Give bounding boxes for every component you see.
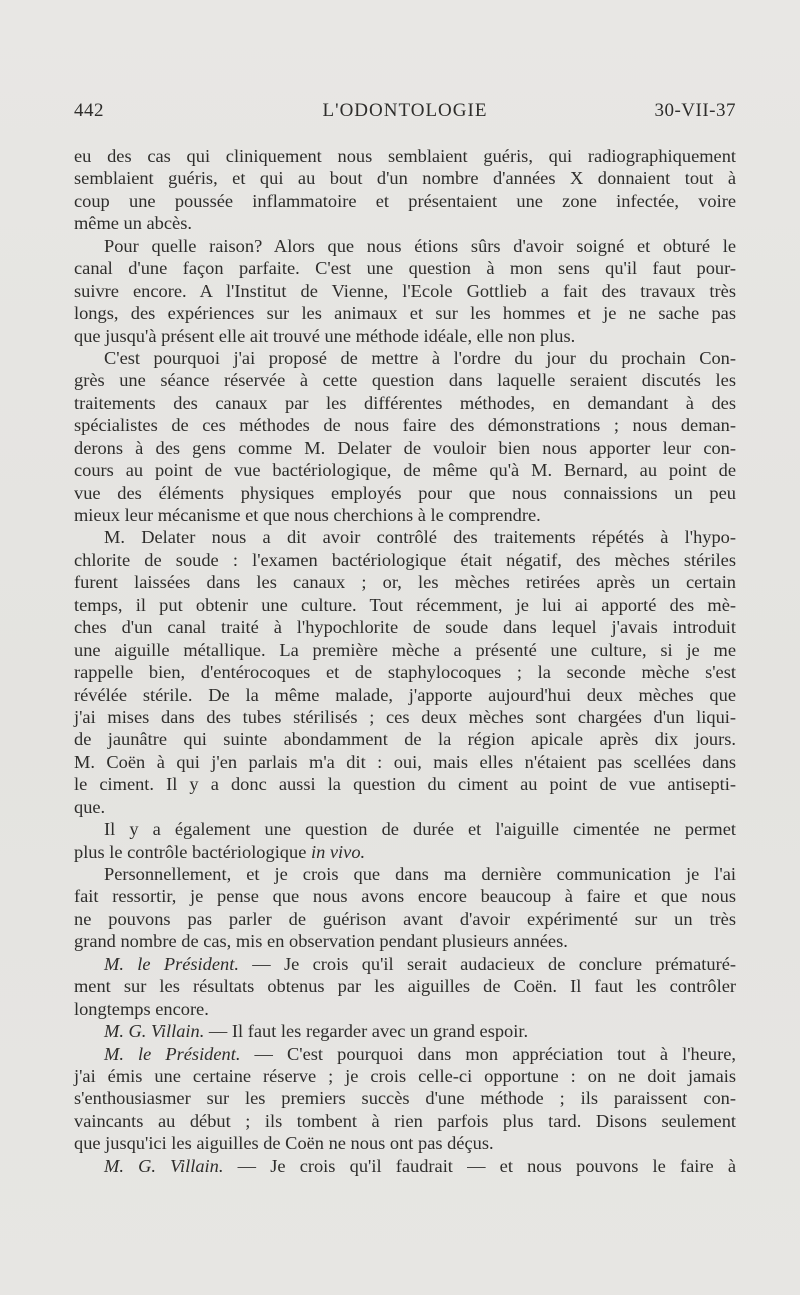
text-line: C'est pourquoi j'ai proposé de mettre à l'ordre du jour du prochain Con- [104, 347, 736, 368]
text-line: le ciment. Il y a donc aussi la question du ciment au point de vue antisepti- [74, 774, 736, 795]
text-line: M. Coën à qui j'en parlais m'a dit : oui, mais elles n'étaient pas scellées dans [74, 751, 736, 772]
text-line: spécialistes de ces méthodes de nous faire des démonstrations ; nous deman- [74, 415, 736, 436]
text-line: coup une poussée inflammatoire et présentaient une zone infectée, voire [74, 190, 736, 211]
text-line: chlorite de soude : l'examen bactériologique était négatif, des mèches stériles [74, 549, 736, 570]
text-run: — Je crois qu'il serait audacieux de conclure prématuré- [252, 953, 736, 974]
text-line: eu des cas qui cliniquement nous semblaient guéris, qui radiographiquement [74, 146, 736, 166]
text-line [74, 1020, 736, 1042]
text-line: longs, des expériences sur les animaux et sur les hommes et je ne sache pas [74, 303, 736, 324]
text-line: ment sur les résultats obtenus par les aiguilles de Coën. Il faut les contrôler [74, 976, 736, 997]
text-line: s'enthousiasmer sur les premiers succès d'une méthode ; ils paraissent con- [74, 1088, 736, 1109]
text-line: mieux leur mécanisme et que nous cherchions à le comprendre. [74, 505, 541, 525]
text-line: traitements des canaux par les différentes méthodes, en demandant à des [74, 392, 736, 413]
journal-title: L'ODONTOLOGIE [322, 100, 488, 121]
text-line: ne pouvons pas parler de guérison avant d'avoir expérimenté sur un très [74, 908, 736, 929]
text-line: fait ressortir, je pense que nous avons encore beaucoup à faire et que nous [74, 886, 736, 907]
text-run: — Je crois qu'il faudrait — et nous pouvons le faire à [237, 1155, 736, 1176]
text-line: que jusqu'à présent elle ait trouvé une méthode idéale, elle non plus. [74, 325, 576, 346]
italic-phrase: in vivo. [310, 841, 366, 862]
text-line: que jusqu'ici les aiguilles de Coën ne nous ont pas déçus. [74, 1133, 494, 1154]
text-line: grès une séance réservée à cette question dans laquelle seraient discutés les [74, 370, 736, 391]
text-line: canal d'une façon parfaite. C'est une question à mon sens qu'il faut pour- [74, 258, 736, 279]
issue-date: 30-VII-37 [654, 100, 736, 121]
speaker-name: M. le Président. [104, 953, 239, 974]
text-line: Personnellement, et je crois que dans ma dernière communication je l'ai [104, 864, 736, 884]
text-line [74, 841, 736, 863]
text-line: que. [74, 796, 106, 817]
text-line: Il y a également une question de durée et l'aiguille cimentée ne permet [104, 819, 736, 840]
text-line: cours au point de vue bactériologique, de même qu'à M. Bernard, au point de [74, 460, 736, 481]
text-line: ches d'un canal traité à l'hypochlorite de soude dans lequel j'avais introduit [74, 617, 736, 638]
text-line: vue des éléments physiques employés pour que nous connaissions un peu [74, 482, 736, 503]
text-line: semblaient guéris, et qui au bout d'un nombre d'années X donnaient tout à [74, 168, 736, 189]
text-line: j'ai mises dans des tubes stérilisés ; ces deux mèches sont chargées d'un liqui- [74, 706, 736, 727]
text-line: rappelle bien, d'entérocoques et de staphylocoques ; la seconde mèche s'est [74, 662, 736, 683]
text-line [74, 1155, 736, 1177]
text-line: suivre encore. A l'Institut de Vienne, l'Ecole Gottlieb a fait des travaux très [74, 280, 736, 301]
text-run: plus le contrôle bactériologique [74, 841, 307, 862]
text-line: longtemps encore. [74, 998, 209, 1019]
text-run: — C'est pourquoi dans mon appréciation tout à l'heure, [254, 1043, 736, 1064]
text-line [74, 1043, 736, 1065]
text-line: j'ai émis une certaine réserve ; je crois celle-ci opportune : on ne doit jamais [74, 1065, 736, 1086]
text-line: de jaunâtre qui suinte abondamment de la région apicale après dix jours. [74, 729, 736, 750]
text-line: temps, il put obtenir une culture. Tout récemment, je lui ai apporté des mè- [74, 594, 736, 615]
text-line: derons à des gens comme M. Delater de vouloir bien nous apporter leur con- [74, 437, 736, 458]
speaker-name: M. G. Villain. [104, 1155, 224, 1176]
text-line: une aiguille métallique. La première mèche a présenté une culture, si je me [74, 639, 736, 660]
running-header [74, 100, 736, 126]
text-line: même un abcès. [74, 213, 192, 234]
text-line: grand nombre de cas, mis en observation pendant plusieurs années. [74, 931, 568, 952]
text-run: — Il faut les regarder avec un grand espoir. [208, 1021, 529, 1042]
speaker-name: M. G. Villain. [104, 1021, 205, 1042]
text-line: furent laissées dans les canaux ; or, les mèches retirées après un certain [74, 572, 736, 593]
text-line: vaincants au début ; ils tombent à rien parfois plus tard. Disons seulement [74, 1110, 736, 1131]
body-text [74, 145, 736, 1177]
text-line: révélée stérile. De la même malade, j'apporte aujourd'hui deux mèches que [74, 684, 736, 705]
text-line: M. Delater nous a dit avoir contrôlé des traitements répétés à l'hypo- [104, 527, 736, 548]
text-line: Pour quelle raison? Alors que nous étions sûrs d'avoir soigné et obturé le [104, 235, 736, 256]
speaker-name: M. le Président. [104, 1043, 241, 1064]
page-number: 442 [74, 100, 104, 121]
text-line [74, 953, 736, 975]
